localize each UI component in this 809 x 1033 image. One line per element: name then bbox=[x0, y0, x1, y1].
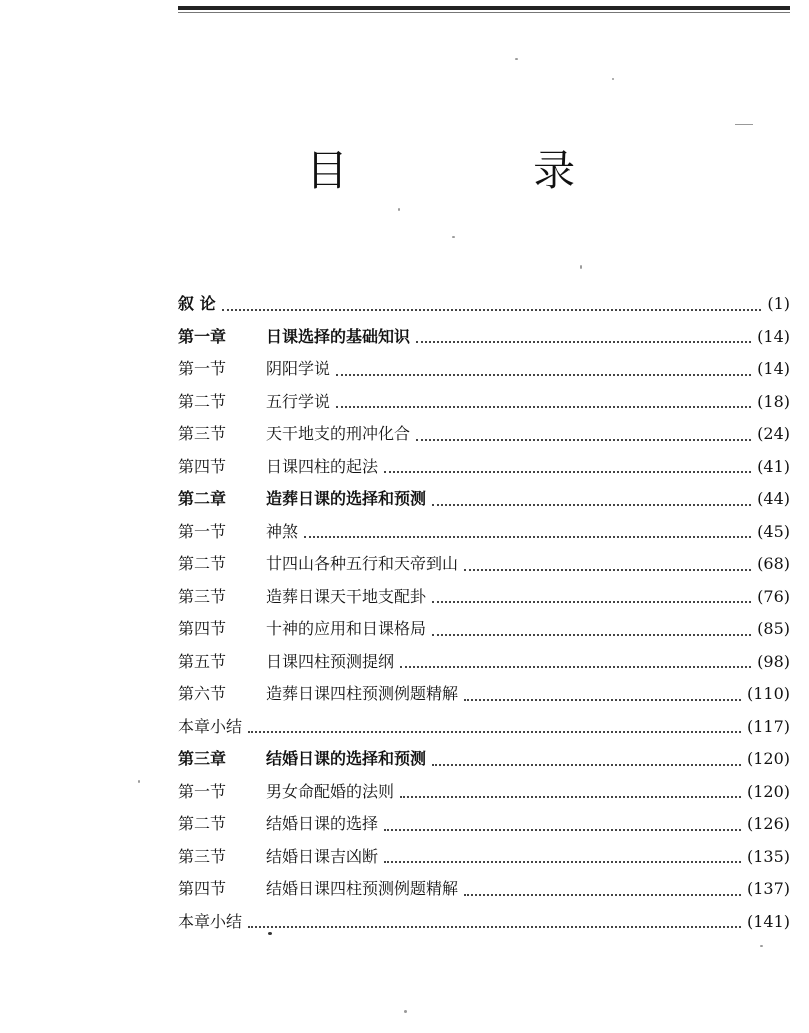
dot-leader bbox=[222, 308, 762, 311]
dot-leader bbox=[336, 405, 751, 408]
toc-entry bbox=[178, 483, 790, 516]
toc-entry-label: 本章小结 bbox=[178, 716, 243, 736]
toc-entry bbox=[178, 386, 790, 419]
dot-leader bbox=[432, 633, 751, 636]
toc-entry bbox=[178, 743, 790, 776]
toc-entry-label: 第二节 bbox=[178, 391, 227, 411]
toc-entry-label: 第二节 bbox=[178, 814, 227, 833]
scan-speck bbox=[580, 265, 582, 269]
dot-leader bbox=[400, 665, 751, 668]
toc-entry-page-number: (141) bbox=[746, 911, 790, 931]
toc-entry bbox=[178, 353, 790, 386]
toc-entry bbox=[178, 548, 790, 581]
toc-entry-title: 天干地支的刑冲化合 bbox=[266, 424, 411, 443]
scan-speck bbox=[138, 780, 140, 783]
toc-entry-title: 结婚日课四柱预测例题精解 bbox=[266, 879, 459, 898]
toc-entry-page-number: (137) bbox=[746, 879, 790, 898]
dot-leader bbox=[400, 795, 741, 798]
toc-entry-label: 叙 论 bbox=[178, 294, 216, 313]
toc-entry-page-number: (44) bbox=[757, 489, 790, 508]
scan-speck bbox=[404, 1010, 407, 1013]
toc-entry-label: 第三节 bbox=[178, 586, 227, 606]
toc-entry bbox=[178, 808, 790, 841]
toc-entry-page-number: (41) bbox=[757, 456, 790, 476]
toc-entry-title: 结婚日课吉凶断 bbox=[266, 846, 379, 866]
scan-speck bbox=[760, 945, 763, 947]
toc-entry-label: 第四节 bbox=[178, 619, 227, 638]
toc-entry-page-number: (14) bbox=[757, 326, 790, 346]
toc-entry-title: 廿四山各种五行和天帝到山 bbox=[266, 554, 459, 573]
toc-entry-title: 日课四柱的起法 bbox=[266, 456, 379, 476]
toc-entry-page-number: (45) bbox=[757, 521, 790, 541]
toc-entry-title: 日课四柱预测提纲 bbox=[266, 651, 395, 671]
toc-entry-page-number: (14) bbox=[757, 359, 790, 378]
toc-entry-page-number: (120) bbox=[746, 781, 790, 801]
toc-entry bbox=[178, 711, 790, 744]
dot-leader bbox=[416, 340, 751, 343]
toc-entry-title: 十神的应用和日课格局 bbox=[266, 619, 427, 638]
toc-entry-label: 第一章 bbox=[178, 326, 227, 346]
toc-entry-page-number: (126) bbox=[746, 814, 790, 833]
dot-leader bbox=[384, 828, 741, 831]
toc-entry-title: 日课选择的基础知识 bbox=[266, 326, 411, 346]
page-title: 目 录 bbox=[305, 146, 662, 195]
toc-entry-label: 第四节 bbox=[178, 456, 227, 476]
scan-speck bbox=[515, 58, 518, 60]
toc-entry-label: 第二章 bbox=[178, 489, 227, 508]
dot-leader bbox=[432, 503, 751, 506]
toc-entry-label: 第三节 bbox=[178, 846, 227, 866]
scan-speck bbox=[452, 236, 455, 238]
toc-entry-title: 造葬日课的选择和预测 bbox=[266, 489, 427, 508]
dot-leader bbox=[416, 438, 751, 441]
dot-leader bbox=[464, 893, 741, 896]
toc-entry-page-number: (135) bbox=[746, 846, 790, 866]
dot-leader bbox=[248, 730, 741, 733]
toc-entry-page-number: (117) bbox=[746, 716, 790, 736]
table-of-contents bbox=[178, 288, 790, 938]
toc-entry-title: 男女命配婚的法则 bbox=[266, 781, 395, 801]
dot-leader bbox=[336, 373, 751, 376]
toc-entry-page-number: (110) bbox=[746, 684, 790, 703]
toc-entry-label: 第三节 bbox=[178, 424, 227, 443]
toc-entry-label: 第五节 bbox=[178, 651, 227, 671]
dot-leader bbox=[432, 763, 741, 766]
scan-speck bbox=[735, 124, 753, 125]
toc-entry bbox=[178, 678, 790, 711]
dot-leader bbox=[432, 600, 751, 603]
toc-entry bbox=[178, 873, 790, 906]
dot-leader bbox=[384, 470, 751, 473]
toc-entry-title: 阴阳学说 bbox=[266, 359, 331, 378]
toc-entry-label: 第四节 bbox=[178, 879, 227, 898]
toc-entry bbox=[178, 841, 790, 874]
toc-entry bbox=[178, 516, 790, 549]
toc-entry-label: 第一节 bbox=[178, 359, 227, 378]
toc-entry-title: 神煞 bbox=[266, 521, 299, 541]
toc-entry bbox=[178, 418, 790, 451]
toc-entry-title: 结婚日课的选择和预测 bbox=[266, 749, 427, 768]
toc-entry bbox=[178, 776, 790, 809]
toc-entry bbox=[178, 646, 790, 679]
toc-entry-label: 第六节 bbox=[178, 684, 227, 703]
dot-leader bbox=[464, 568, 751, 571]
dot-leader bbox=[304, 535, 751, 538]
top-rule-thin bbox=[178, 12, 790, 13]
toc-entry bbox=[178, 581, 790, 614]
dot-leader bbox=[464, 698, 741, 701]
toc-entry-label: 第二节 bbox=[178, 554, 227, 573]
toc-entry-title: 造葬日课四柱预测例题精解 bbox=[266, 684, 459, 703]
toc-entry bbox=[178, 613, 790, 646]
dot-leader bbox=[384, 860, 741, 863]
toc-entry-label: 第一节 bbox=[178, 781, 227, 801]
toc-entry-page-number: (18) bbox=[757, 391, 790, 411]
toc-entry-label: 本章小结 bbox=[178, 911, 243, 931]
toc-entry-label: 第三章 bbox=[178, 749, 227, 768]
toc-entry-page-number: (76) bbox=[757, 586, 790, 606]
toc-entry-title: 造葬日课天干地支配卦 bbox=[266, 586, 427, 606]
scan-speck bbox=[612, 78, 614, 80]
toc-entry-title: 五行学说 bbox=[266, 391, 331, 411]
toc-entry bbox=[178, 451, 790, 484]
toc-entry bbox=[178, 288, 790, 321]
toc-entry-page-number: (24) bbox=[757, 424, 790, 443]
scan-speck bbox=[398, 208, 400, 211]
toc-entry-page-number: (98) bbox=[757, 651, 790, 671]
toc-entry-title: 结婚日课的选择 bbox=[266, 814, 379, 833]
toc-entry-page-number: (85) bbox=[757, 619, 790, 638]
scan-speck bbox=[268, 932, 272, 935]
toc-entry-page-number: (68) bbox=[757, 554, 790, 573]
toc-entry-page-number: (120) bbox=[746, 749, 790, 768]
dot-leader bbox=[248, 925, 741, 928]
top-rule bbox=[178, 6, 790, 10]
toc-entry bbox=[178, 321, 790, 354]
toc-entry-label: 第一节 bbox=[178, 521, 227, 541]
toc-entry-page-number: (1) bbox=[767, 294, 790, 313]
